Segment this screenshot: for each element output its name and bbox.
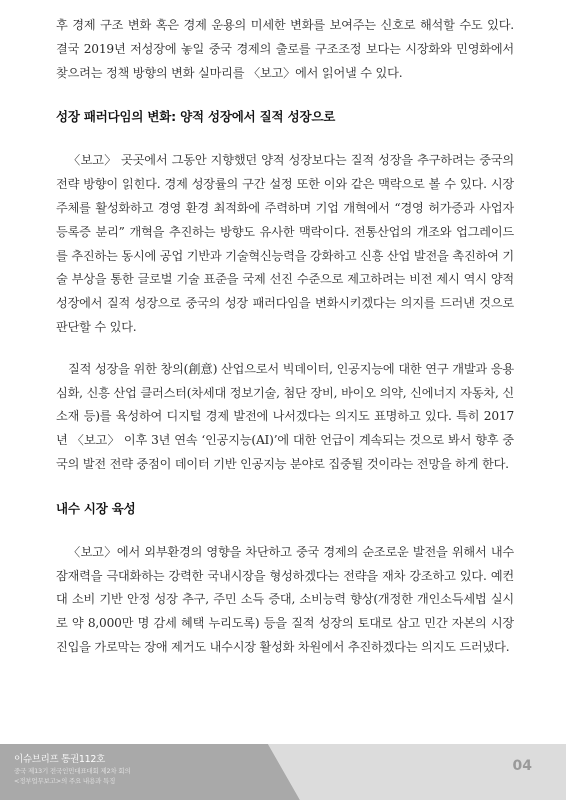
publication-subtitle-2: <정부업무보고>의 주요 내용과 특징 <box>14 777 116 785</box>
publication-subtitle-1: 중국 제13기 전국인민대표대회 제2차 회의 <box>14 767 131 775</box>
section-heading-domestic-market: 내수 시장 육성 <box>56 500 136 516</box>
publication-title: 이슈브리프 통권112호 <box>14 754 105 765</box>
page-number: 04 <box>512 758 532 774</box>
paragraph-1: 후 경제 구조 변화 혹은 경제 운용의 미세한 변화를 보여주는 신호로 해석할 수도 있다. 결국 2019년 저성장에 놓일 중국 경제의 출로를 구조조정 보다는 시장화와 민영화에서 찾으려는 정책 방향의 변화 실마리를 〈보고〉에서 읽어낼 수 있다. <box>56 18 514 80</box>
document-body <box>56 14 514 660</box>
page-footer <box>0 744 566 800</box>
paragraph-3: 질적 성장을 위한 창의(創意) 산업으로서 빅데이터, 인공지능에 대한 연구 개발과 응용 심화, 신흥 산업 클러스터(차세대 정보기술, 첨단 장비, 바이오 의약, 신에너지 자동차, 신소재 등)를 육성하여 디지털 경제 발전에 나서겠다는 의지도 표명하고 있다. 특히 2017년 〈보고〉 이후 3년 연속 ‘인공지능(AI)’에 대한 언급이 계속되는 것으로 봐서 향후 중국의 발전 전략 중점이 데이터 기반 인공지능 분야로 집중될 것이라는 전망을 하게 한다. <box>56 361 514 471</box>
paragraph-4: 〈보고〉에서 외부환경의 영향을 차단하고 중국 경제의 순조로운 발전을 위해서 내수 잠재력을 극대화하는 강력한 국내시장을 형성하겠다는 전략을 재차 강조하고 있다. 예컨대 소비 기반 안정 성장 추구, 주민 소득 증대, 소비능력 향상(개정한 개인소득세법 실시로 약 8,000만 명 감세 혜택 누리도록) 등을 질적 성장의 토대로 삼고 민간 자본의 시장 진입을 가로막는 장애 제거도 내수시장 활성화 차원에서 추진하겠다는 의지도 드러냈다. <box>56 544 514 654</box>
paragraph-2: 〈보고〉 곳곳에서 그동안 지향했던 양적 성장보다는 질적 성장을 추구하려는 중국의 전략 방향이 읽힌다. 경제 성장률의 구간 설정 또한 이와 같은 맥락으로 볼 수 있다. 시장 주체를 활성화하고 경영 환경 최적화에 주력하며 기업 개혁에서 “경영 허가증과 사업자 등록증 분리” 개혁을 추진하는 방향도 유사한 맥락이다. 전통산업의 개조와 업그레이드를 추진하는 동시에 공업 기반과 기술혁신능력을 강화하고 신흥 산업 발전을 촉진하여 기술 부상을 통한 글로벌 기술 표준을 국제 선진 수준으로 제고하려는 비전 제시 역시 양적 성장에서 질적 성장으로 중국의 성장 패러다임을 변화시키겠다는 의지를 드러낸 것으로 판단할 수 있다. <box>56 153 514 334</box>
section-heading-paradigm: 성장 패러다임의 변화: 양적 성장에서 질적 성장으로 <box>56 109 336 125</box>
